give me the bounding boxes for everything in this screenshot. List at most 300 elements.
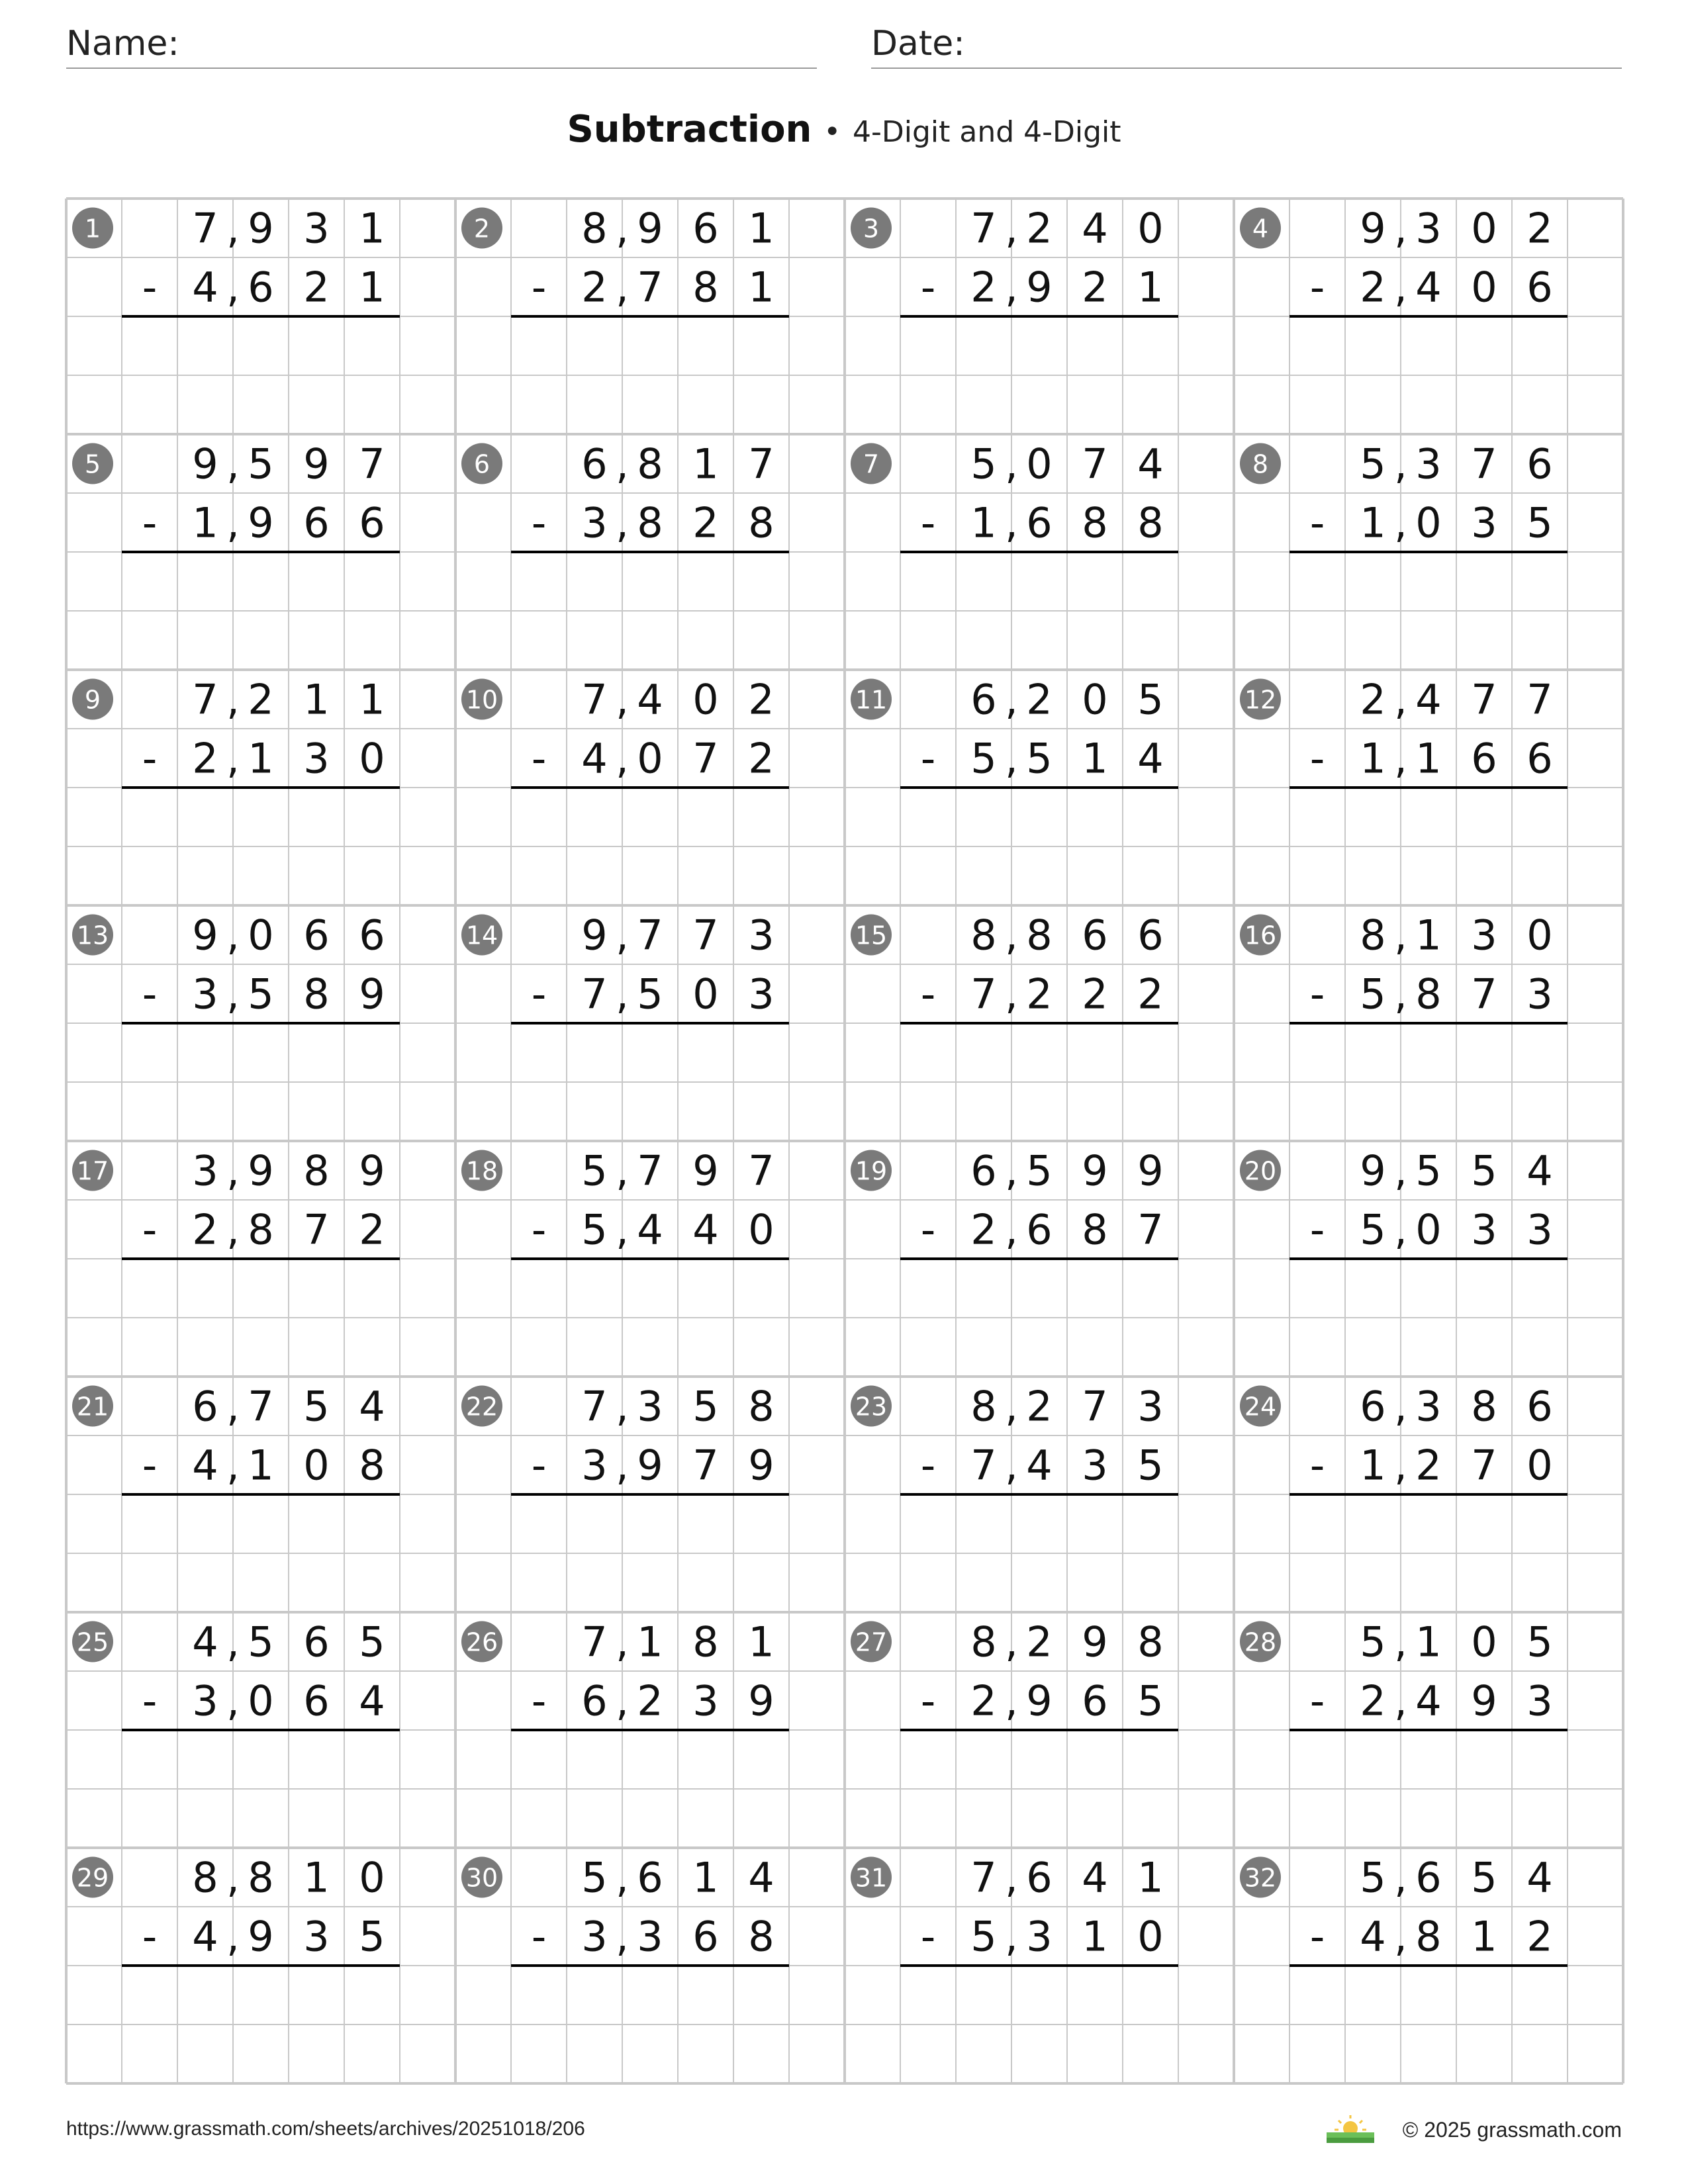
minuend-digit: 9 [248, 204, 274, 253]
subtrahend-digit: 1 [1360, 1441, 1386, 1490]
minuend-digit: 8 [581, 204, 608, 253]
minuend-digit: 1 [1137, 1853, 1164, 1902]
subtrahend-digit: 8 [748, 498, 774, 547]
minuend-comma: , [226, 204, 240, 253]
subtrahend-digit: 9 [748, 1676, 774, 1725]
minus-sign: - [531, 1441, 547, 1490]
minuend-digit: 4 [192, 1617, 218, 1666]
subtrahend-digit: 2 [581, 263, 608, 312]
minuend-digit: 8 [1026, 911, 1053, 960]
subtrahend-digit: 5 [970, 734, 997, 783]
subtrahend-comma: , [226, 1441, 240, 1490]
problem-number: 15 [855, 921, 888, 950]
subtrahend-digit: 2 [1415, 1441, 1442, 1490]
minuend-digit: 5 [1360, 1853, 1386, 1902]
subtrahend-digit: 6 [303, 498, 330, 547]
minuend-comma: , [1005, 1382, 1018, 1431]
subtrahend-digit: 0 [359, 734, 385, 783]
subtrahend-digit: 9 [1471, 1676, 1497, 1725]
minuend-digit: 0 [1526, 911, 1553, 960]
minuend-digit: 0 [1137, 204, 1164, 253]
minuend-digit: 4 [359, 1382, 385, 1431]
minuend-digit: 5 [248, 1617, 274, 1666]
subtrahend-digit: 0 [1415, 1205, 1442, 1254]
minuend-digit: 5 [1415, 1146, 1442, 1195]
problem-number: 16 [1244, 921, 1277, 950]
subtrahend-digit: 7 [692, 734, 719, 783]
subtrahend-digit: 1 [1471, 1912, 1497, 1961]
subtrahend-comma: , [1005, 1676, 1018, 1725]
minuend-digit: 4 [1415, 675, 1442, 724]
minuend-digit: 8 [637, 439, 663, 488]
minuend-digit: 9 [1137, 1146, 1164, 1195]
subtrahend-digit: 3 [692, 1676, 719, 1725]
subtrahend-digit: 0 [303, 1441, 330, 1490]
problem-number: 1 [84, 214, 101, 244]
problem-number: 19 [855, 1156, 888, 1186]
minuend-comma: , [1394, 911, 1407, 960]
minus-sign: - [920, 734, 936, 783]
subtrahend-digit: 1 [1082, 734, 1108, 783]
subtrahend-digit: 7 [692, 1441, 719, 1490]
minuend-digit: 5 [970, 439, 997, 488]
minus-sign: - [142, 263, 158, 312]
minuend-digit: 6 [1526, 439, 1553, 488]
problem-number: 2 [473, 214, 491, 244]
minus-sign: - [920, 970, 936, 1019]
minuend-digit: 1 [748, 204, 774, 253]
minuend-digit: 1 [1415, 911, 1442, 960]
subtrahend-digit: 2 [970, 263, 997, 312]
minuend-digit: 9 [581, 911, 608, 960]
minuend-digit: 6 [1415, 1853, 1442, 1902]
subtrahend-digit: 3 [581, 498, 608, 547]
minuend-digit: 8 [970, 911, 997, 960]
subtrahend-comma: , [616, 1205, 629, 1254]
minuend-digit: 5 [581, 1853, 608, 1902]
minus-sign: - [1309, 970, 1325, 1019]
minuend-digit: 1 [637, 1617, 663, 1666]
minuend-comma: , [1394, 675, 1407, 724]
minuend-digit: 7 [192, 204, 218, 253]
minuend-digit: 6 [581, 439, 608, 488]
minuend-digit: 6 [303, 1617, 330, 1666]
subtrahend-digit: 6 [692, 1912, 719, 1961]
problem-number: 24 [1244, 1392, 1277, 1422]
subtrahend-digit: 2 [192, 734, 218, 783]
subtrahend-comma: , [1005, 1441, 1018, 1490]
problem-number: 7 [863, 449, 880, 479]
minuend-digit: 8 [970, 1382, 997, 1431]
subtrahend-digit: 4 [1137, 734, 1164, 783]
minus-sign: - [531, 970, 547, 1019]
minuend-digit: 4 [1137, 439, 1164, 488]
subtrahend-digit: 3 [192, 970, 218, 1019]
minuend-digit: 4 [1082, 1853, 1108, 1902]
subtrahend-digit: 6 [303, 1676, 330, 1725]
subtrahend-digit: 5 [1360, 1205, 1386, 1254]
minuend-comma: , [1005, 911, 1018, 960]
minuend-comma: , [1005, 204, 1018, 253]
minuend-digit: 9 [692, 1146, 719, 1195]
subtrahend-digit: 6 [1026, 498, 1053, 547]
subtrahend-digit: 5 [970, 1912, 997, 1961]
minuend-digit: 4 [637, 675, 663, 724]
minuend-comma: , [1394, 1382, 1407, 1431]
subtrahend-digit: 6 [1526, 734, 1553, 783]
subtrahend-digit: 7 [1471, 1441, 1497, 1490]
minuend-digit: 4 [1526, 1146, 1553, 1195]
minuend-digit: 5 [1360, 1617, 1386, 1666]
subtrahend-comma: , [616, 498, 629, 547]
subtrahend-digit: 8 [748, 1912, 774, 1961]
subtrahend-comma: , [1005, 970, 1018, 1019]
minuend-comma: , [1394, 1146, 1407, 1195]
subtrahend-digit: 1 [970, 498, 997, 547]
minuend-digit: 2 [1026, 675, 1053, 724]
subtrahend-digit: 1 [1082, 1912, 1108, 1961]
minuend-digit: 8 [303, 1146, 330, 1195]
subtrahend-digit: 3 [192, 1676, 218, 1725]
subtrahend-digit: 7 [970, 1441, 997, 1490]
subtrahend-digit: 2 [1082, 970, 1108, 1019]
minuend-digit: 6 [192, 1382, 218, 1431]
footer-url: https://www.grassmath.com/sheets/archives/20251018/206 [66, 2118, 585, 2140]
minuend-digit: 7 [581, 1382, 608, 1431]
minuend-digit: 7 [1526, 675, 1553, 724]
minuend-digit: 1 [692, 1853, 719, 1902]
minuend-comma: , [1005, 1617, 1018, 1666]
minuend-comma: , [1394, 204, 1407, 253]
minuend-digit: 5 [1026, 1146, 1053, 1195]
minus-sign: - [1309, 1205, 1325, 1254]
minuend-digit: 6 [1360, 1382, 1386, 1431]
minuend-digit: 8 [748, 1382, 774, 1431]
minuend-digit: 2 [1360, 675, 1386, 724]
problem-number: 12 [1244, 685, 1277, 715]
subtrahend-digit: 6 [1471, 734, 1497, 783]
problem-number: 27 [855, 1627, 888, 1657]
problem-number: 4 [1252, 214, 1269, 244]
subtrahend-comma: , [1005, 1205, 1018, 1254]
minus-sign: - [1309, 734, 1325, 783]
minuend-digit: 7 [748, 439, 774, 488]
minuend-digit: 1 [692, 439, 719, 488]
subtrahend-digit: 2 [303, 263, 330, 312]
subtrahend-comma: , [1394, 1912, 1407, 1961]
minuend-digit: 3 [637, 1382, 663, 1431]
problem-number: 21 [76, 1392, 109, 1422]
subtrahend-digit: 2 [1082, 263, 1108, 312]
minuend-digit: 2 [248, 675, 274, 724]
subtrahend-digit: 0 [748, 1205, 774, 1254]
subtrahend-digit: 8 [1415, 970, 1442, 1019]
subtrahend-comma: , [616, 1912, 629, 1961]
minuend-digit: 7 [1082, 439, 1108, 488]
subtrahend-digit: 8 [1137, 498, 1164, 547]
subtrahend-digit: 5 [581, 1205, 608, 1254]
problem-number: 25 [76, 1627, 109, 1657]
subtrahend-digit: 4 [359, 1676, 385, 1725]
minuend-digit: 8 [692, 1617, 719, 1666]
problem-number: 28 [1244, 1627, 1277, 1657]
minuend-digit: 1 [303, 675, 330, 724]
minuend-digit: 6 [1137, 911, 1164, 960]
minuend-digit: 6 [970, 675, 997, 724]
minuend-digit: 5 [1360, 439, 1386, 488]
subtrahend-comma: , [1005, 263, 1018, 312]
subtrahend-digit: 8 [359, 1441, 385, 1490]
problem-number: 29 [76, 1863, 109, 1893]
problem-number: 5 [84, 449, 101, 479]
problem-number: 14 [465, 921, 498, 950]
minuend-digit: 9 [1360, 204, 1386, 253]
subtrahend-digit: 3 [1471, 498, 1497, 547]
subtrahend-digit: 7 [303, 1205, 330, 1254]
subtrahend-digit: 6 [581, 1676, 608, 1725]
minuend-digit: 6 [1082, 911, 1108, 960]
minuend-digit: 7 [1471, 439, 1497, 488]
subtrahend-digit: 1 [1137, 263, 1164, 312]
subtrahend-digit: 5 [1137, 1441, 1164, 1490]
subtrahend-digit: 4 [1360, 1912, 1386, 1961]
subtrahend-digit: 3 [1526, 1676, 1553, 1725]
title-bullet: • [823, 115, 841, 149]
name-label: Name: [66, 24, 179, 64]
minus-sign: - [142, 1441, 158, 1490]
minuend-digit: 7 [692, 911, 719, 960]
problem-number: 26 [465, 1627, 498, 1657]
subtrahend-comma: , [226, 263, 240, 312]
subtrahend-digit: 3 [1526, 1205, 1553, 1254]
subtrahend-digit: 6 [1526, 263, 1553, 312]
minuend-digit: 5 [581, 1146, 608, 1195]
problem-number: 20 [1244, 1156, 1277, 1186]
minus-sign: - [531, 498, 547, 547]
subtrahend-digit: 1 [248, 734, 274, 783]
minuend-digit: 7 [581, 675, 608, 724]
subtrahend-comma: , [1394, 1676, 1407, 1725]
minuend-digit: 9 [359, 1146, 385, 1195]
subtrahend-comma: , [226, 734, 240, 783]
minuend-digit: 5 [1526, 1617, 1553, 1666]
minuend-digit: 0 [1471, 204, 1497, 253]
subtrahend-digit: 5 [1360, 970, 1386, 1019]
subtrahend-digit: 8 [303, 970, 330, 1019]
minuend-digit: 0 [1471, 1617, 1497, 1666]
minuend-digit: 2 [1526, 204, 1553, 253]
minuend-comma: , [226, 1617, 240, 1666]
minuend-digit: 7 [637, 911, 663, 960]
subtrahend-comma: , [226, 1205, 240, 1254]
minuend-digit: 3 [1137, 1382, 1164, 1431]
subtrahend-digit: 4 [192, 1441, 218, 1490]
minuend-digit: 0 [692, 675, 719, 724]
subtrahend-digit: 3 [303, 734, 330, 783]
minuend-digit: 5 [692, 1382, 719, 1431]
subtrahend-digit: 7 [1471, 970, 1497, 1019]
date-label: Date: [871, 24, 965, 64]
subtrahend-comma: , [1394, 498, 1407, 547]
minus-sign: - [142, 498, 158, 547]
minuend-digit: 8 [1360, 911, 1386, 960]
subtrahend-comma: , [1394, 734, 1407, 783]
minuend-digit: 9 [1360, 1146, 1386, 1195]
minuend-digit: 2 [1026, 1382, 1053, 1431]
problem-number: 30 [465, 1863, 498, 1893]
minuend-digit: 1 [359, 204, 385, 253]
minuend-comma: , [226, 1853, 240, 1902]
minuend-comma: , [616, 1617, 629, 1666]
minuend-digit: 5 [1471, 1146, 1497, 1195]
subtrahend-digit: 2 [1526, 1912, 1553, 1961]
subtrahend-digit: 9 [1026, 1676, 1053, 1725]
subtrahend-digit: 0 [1471, 263, 1497, 312]
minuend-digit: 3 [1415, 439, 1442, 488]
subtrahend-digit: 0 [637, 734, 663, 783]
subtrahend-digit: 2 [692, 498, 719, 547]
subtrahend-digit: 3 [1026, 1912, 1053, 1961]
subtrahend-digit: 2 [1026, 970, 1053, 1019]
minuend-digit: 2 [1026, 1617, 1053, 1666]
subtrahend-comma: , [616, 734, 629, 783]
subtrahend-digit: 4 [1026, 1441, 1053, 1490]
minus-sign: - [531, 1676, 547, 1725]
problem-number: 18 [465, 1156, 498, 1186]
minus-sign: - [920, 1676, 936, 1725]
minus-sign: - [920, 1912, 936, 1961]
minuend-comma: , [616, 1853, 629, 1902]
subtrahend-digit: 1 [192, 498, 218, 547]
minuend-digit: 5 [1137, 675, 1164, 724]
subtrahend-digit: 2 [970, 1676, 997, 1725]
minuend-digit: 3 [1415, 1382, 1442, 1431]
minuend-digit: 6 [692, 204, 719, 253]
subtrahend-digit: 0 [1137, 1912, 1164, 1961]
subtrahend-digit: 1 [359, 263, 385, 312]
minuend-digit: 6 [637, 1853, 663, 1902]
minus-sign: - [1309, 498, 1325, 547]
minuend-digit: 7 [192, 675, 218, 724]
minuend-digit: 7 [748, 1146, 774, 1195]
subtrahend-digit: 8 [1415, 1912, 1442, 1961]
minuend-comma: , [226, 911, 240, 960]
footer-copyright: © 2025 grassmath.com [1402, 2118, 1622, 2142]
subtrahend-digit: 8 [1082, 498, 1108, 547]
minuend-digit: 6 [1026, 1853, 1053, 1902]
minuend-digit: 7 [637, 1146, 663, 1195]
minuend-digit: 9 [1082, 1617, 1108, 1666]
minus-sign: - [920, 263, 936, 312]
minus-sign: - [531, 263, 547, 312]
subtrahend-comma: , [1394, 263, 1407, 312]
minuend-digit: 0 [359, 1853, 385, 1902]
minuend-digit: 4 [1082, 204, 1108, 253]
subtrahend-comma: , [1394, 1441, 1407, 1490]
subtrahend-digit: 8 [1082, 1205, 1108, 1254]
minuend-comma: , [1394, 1617, 1407, 1666]
subtrahend-comma: , [226, 970, 240, 1019]
minus-sign: - [142, 1912, 158, 1961]
minuend-comma: , [1005, 1146, 1018, 1195]
minuend-digit: 9 [1082, 1146, 1108, 1195]
subtrahend-digit: 3 [637, 1912, 663, 1961]
minuend-comma: , [1005, 439, 1018, 488]
minuend-digit: 1 [748, 1617, 774, 1666]
subtrahend-digit: 2 [359, 1205, 385, 1254]
subtrahend-digit: 5 [248, 970, 274, 1019]
subtrahend-comma: , [1005, 1912, 1018, 1961]
minus-sign: - [920, 1205, 936, 1254]
problem-number: 17 [76, 1156, 109, 1186]
subtrahend-digit: 2 [970, 1205, 997, 1254]
minuend-digit: 7 [970, 1853, 997, 1902]
subtrahend-digit: 3 [1526, 970, 1553, 1019]
subtrahend-digit: 5 [359, 1912, 385, 1961]
minus-sign: - [1309, 1676, 1325, 1725]
minuend-digit: 8 [1137, 1617, 1164, 1666]
subtrahend-comma: , [1394, 970, 1407, 1019]
minuend-comma: , [1394, 439, 1407, 488]
subtrahend-digit: 7 [637, 263, 663, 312]
subtrahend-digit: 7 [970, 970, 997, 1019]
minuend-digit: 2 [1026, 204, 1053, 253]
problem-number: 9 [84, 685, 101, 715]
subtrahend-digit: 6 [359, 498, 385, 547]
minuend-digit: 5 [1471, 1853, 1497, 1902]
minuend-digit: 9 [192, 439, 218, 488]
minuend-digit: 7 [1082, 1382, 1108, 1431]
minus-sign: - [920, 1441, 936, 1490]
minuend-digit: 8 [192, 1853, 218, 1902]
subtrahend-digit: 4 [1415, 263, 1442, 312]
minuend-digit: 7 [970, 204, 997, 253]
subtrahend-digit: 9 [248, 498, 274, 547]
minuend-comma: , [616, 911, 629, 960]
subtrahend-digit: 9 [248, 1912, 274, 1961]
minus-sign: - [1309, 263, 1325, 312]
subtrahend-digit: 3 [303, 1912, 330, 1961]
subtrahend-digit: 8 [637, 498, 663, 547]
minus-sign: - [531, 1912, 547, 1961]
minuend-digit: 3 [192, 1146, 218, 1195]
subtrahend-digit: 2 [748, 734, 774, 783]
minuend-digit: 9 [248, 1146, 274, 1195]
subtrahend-digit: 6 [1026, 1205, 1053, 1254]
subtrahend-digit: 1 [748, 263, 774, 312]
minuend-digit: 8 [1471, 1382, 1497, 1431]
title-subtitle: 4-Digit and 4-Digit [853, 115, 1121, 149]
subtrahend-digit: 2 [192, 1205, 218, 1254]
subtrahend-digit: 0 [248, 1676, 274, 1725]
minus-sign: - [142, 1205, 158, 1254]
problem-number: 22 [465, 1392, 498, 1422]
subtrahend-comma: , [226, 498, 240, 547]
minuend-comma: , [616, 1382, 629, 1431]
subtrahend-digit: 5 [637, 970, 663, 1019]
subtrahend-digit: 4 [581, 734, 608, 783]
subtrahend-digit: 4 [637, 1205, 663, 1254]
subtrahend-comma: , [226, 1912, 240, 1961]
subtrahend-digit: 7 [1137, 1205, 1164, 1254]
subtrahend-digit: 0 [692, 970, 719, 1019]
minuend-digit: 4 [1526, 1853, 1553, 1902]
minuend-digit: 4 [748, 1853, 774, 1902]
subtrahend-digit: 3 [1471, 1205, 1497, 1254]
minuend-digit: 6 [1526, 1382, 1553, 1431]
minuend-digit: 3 [1415, 204, 1442, 253]
minus-sign: - [1309, 1912, 1325, 1961]
